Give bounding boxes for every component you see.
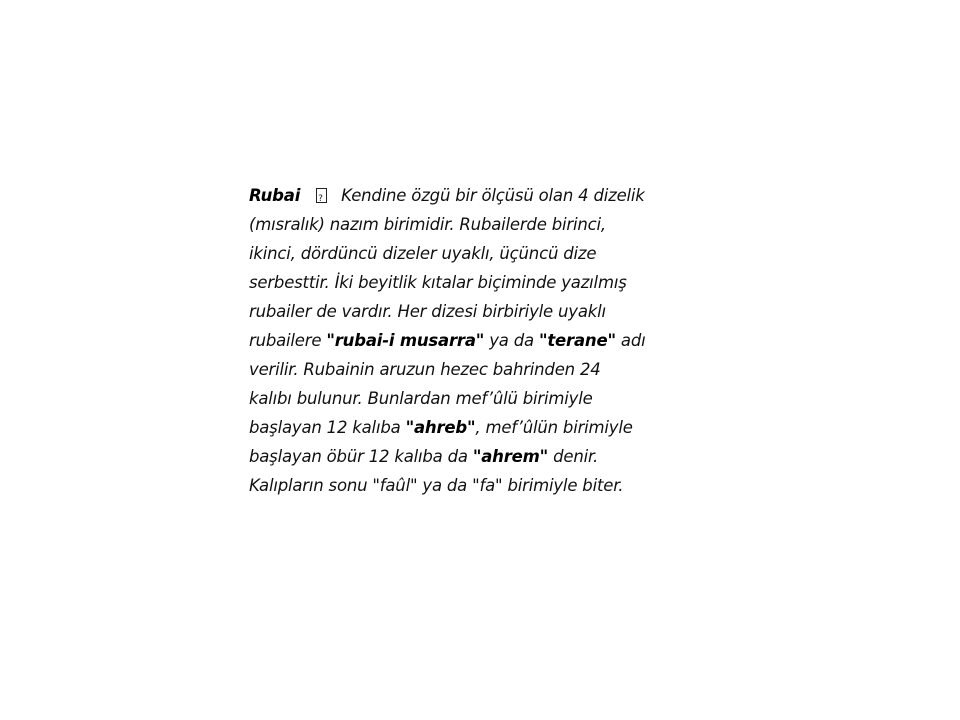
text-line-1-body: Kendine özgü bir ölçüsü olan 4 dizelik xyxy=(341,186,645,205)
term-ahreb: "ahreb" xyxy=(405,418,476,437)
text-line-10 xyxy=(249,442,719,471)
term-rubai-i-musarra: "rubai-i musarra" xyxy=(326,331,485,350)
text-line-6-pre: rubailere xyxy=(249,331,327,350)
term-ahrem: "ahrem" xyxy=(472,447,549,466)
text-line-9 xyxy=(249,413,719,442)
text-line-11: Kalıpların sonu "faûl" ya da "fa" birimiyle biter. xyxy=(249,476,624,495)
text-line-10-pre: başlayan öbür 12 kalıba da xyxy=(249,447,473,466)
text-line-2: (mısralık) nazım birimidir. Rubailerde birinci, xyxy=(249,215,606,234)
text-line-5: rubailer de vardır. Her dizesi birbiriyle uyaklı xyxy=(249,302,606,321)
text-line-6-post: adı xyxy=(615,331,646,350)
text-line-7: verilir. Rubainin aruzun hezec bahrinden 24 xyxy=(249,360,601,379)
term-heading: Rubai xyxy=(249,186,301,205)
text-line-10-post: denir. xyxy=(548,447,599,466)
text-line-9-post: , mef’ûlün birimiyle xyxy=(475,418,633,437)
text-line-6 xyxy=(249,326,719,355)
text-line-9-pre: başlayan 12 kalıba xyxy=(249,418,406,437)
text-line-1 xyxy=(249,181,719,210)
text-line-8: kalıbı bulunur. Bunlardan mef’ûlü birimiyle xyxy=(249,389,593,408)
text-line-3: ikinci, dördüncü dizeler uyaklı, üçüncü dize xyxy=(249,244,597,263)
missing-glyph-icon xyxy=(316,188,327,203)
rubai-definition-text xyxy=(249,181,719,500)
text-line-6-mid: ya da xyxy=(484,331,539,350)
term-terane: "terane" xyxy=(538,331,616,350)
text-line-4: serbesttir. İki beyitlik kıtalar biçiminde yazılmış xyxy=(249,273,627,292)
